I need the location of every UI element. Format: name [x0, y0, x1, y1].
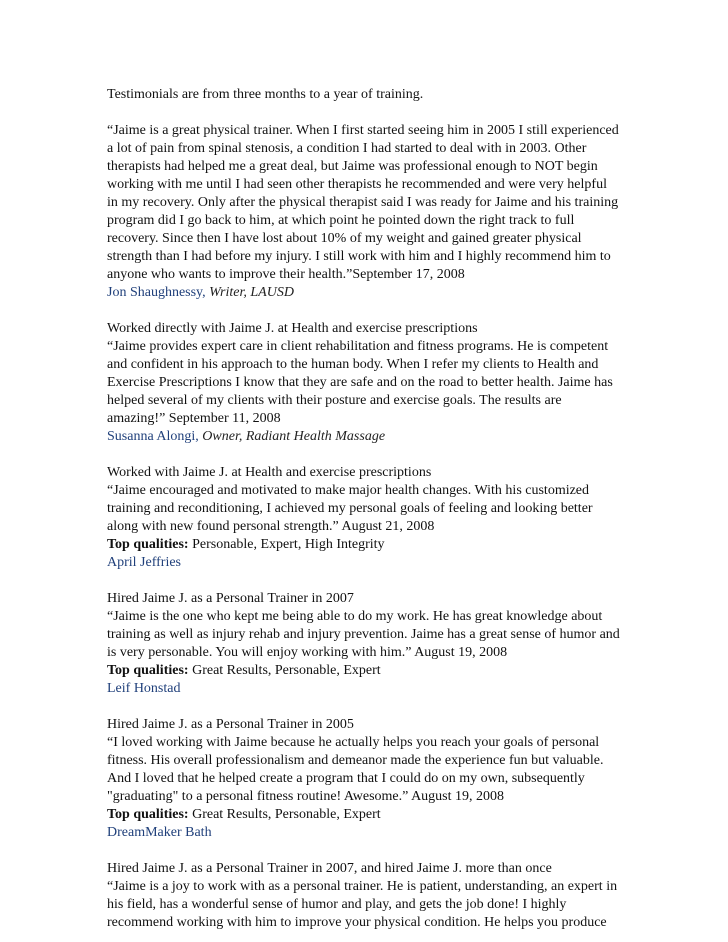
quote-line: fitness. His overall professionalism and demeanor made the experience fun but valuable.	[107, 753, 604, 768]
testimonial-quote	[107, 608, 630, 662]
author-name[interactable]: Leif Honstad	[107, 681, 181, 696]
testimonial-author	[107, 680, 630, 698]
quote-line: helped several of my clients with their posture and exercise goals. The results are	[107, 393, 562, 408]
testimonial-author	[107, 428, 630, 446]
quote-line: his field, has a wonderful sense of humor and play, and gets the job done! I highly	[107, 897, 567, 912]
qualities-label: Top qualities:	[107, 807, 189, 822]
quote-line: “Jaime is a great physical trainer. When I first started seeing him in 2005 I still experienced	[107, 123, 619, 138]
testimonial-quote	[107, 482, 630, 536]
author-name[interactable]: Susanna Alongi,	[107, 429, 199, 444]
top-qualities	[107, 536, 630, 554]
testimonial-heading: Hired Jaime J. as a Personal Trainer in 2007, and hired Jaime J. more than once	[107, 861, 552, 876]
quote-line: “Jaime is the one who kept me being able to do my work. He has great knowledge about	[107, 609, 603, 624]
qualities-list: Great Results, Personable, Expert	[188, 807, 381, 822]
quote-line: “Jaime provides expert care in client rehabilitation and fitness programs. He is competent	[107, 339, 609, 354]
testimonial	[107, 590, 630, 698]
quote-line: working with me until I had seen other therapists he recommended and were very helpful	[107, 177, 607, 192]
testimonial	[107, 716, 630, 842]
quote-line: along with new found personal strength.” August 21, 2008	[107, 519, 435, 534]
testimonial-author	[107, 824, 630, 842]
quote-line: a lot of pain from spinal stenosis, a condition I had started to deal with in 2003. Other	[107, 141, 587, 156]
testimonial	[107, 860, 630, 932]
quote-line: recommend working with him to improve your physical condition. He helps you produce	[107, 915, 607, 930]
quote-line: anyone who wants to improve their health.”September 17, 2008	[107, 267, 465, 282]
quote-line: “Jaime is a joy to work with as a personal trainer. He is patient, understanding, an expert in	[107, 879, 618, 894]
quote-line: strength than I had before my injury. I still work with him and I highly recommend him to	[107, 249, 611, 264]
qualities-label: Top qualities:	[107, 537, 189, 552]
intro-text: Testimonials are from three months to a year of training.	[107, 87, 424, 102]
top-qualities	[107, 662, 630, 680]
testimonial-quote	[107, 878, 630, 932]
testimonial-quote	[107, 338, 630, 428]
testimonial-quote	[107, 122, 630, 284]
testimonial-heading: Worked directly with Jaime J. at Health and exercise prescriptions	[107, 321, 478, 336]
testimonial	[107, 122, 630, 302]
quote-line: in my recovery. Only after the physical therapist said I was ready for Jaime and his training	[107, 195, 619, 210]
qualities-label: Top qualities:	[107, 663, 189, 678]
testimonial	[107, 320, 630, 446]
quote-line: is very personable. You will enjoy working with him.” August 19, 2008	[107, 645, 508, 660]
quote-line: And I loved that he helped create a program that I could do on my own, subsequently	[107, 771, 585, 786]
quote-line: program did I go back to him, at which point he pointed down the right track to full	[107, 213, 575, 228]
quote-line: amazing!” September 11, 2008	[107, 411, 281, 426]
quote-line: training as well as injury rehab and injury prevention. Jaime has a great sense of humor and	[107, 627, 620, 642]
testimonial	[107, 464, 630, 572]
quote-line: Exercise Prescriptions I know that they are safe and on the road to better health. Jaime has	[107, 375, 613, 390]
author-name[interactable]: Jon Shaughnessy,	[107, 285, 206, 300]
quote-line: “I loved working with Jaime because he actually helps you reach your goals of personal	[107, 735, 600, 750]
top-qualities	[107, 806, 630, 824]
author-role: Writer, LAUSD	[205, 285, 294, 300]
testimonial-author	[107, 554, 630, 572]
quote-line: and confident in his approach to the human body. When I refer my clients to Health and	[107, 357, 599, 372]
quote-line: “Jaime encouraged and motivated to make major health changes. With his customized	[107, 483, 590, 498]
testimonial-author	[107, 284, 630, 302]
testimonial-heading: Worked with Jaime J. at Health and exercise prescriptions	[107, 465, 432, 480]
author-name[interactable]: DreamMaker Bath	[107, 825, 212, 840]
quote-line: therapists had helped me a great deal, but Jaime was professional enough to NOT begin	[107, 159, 598, 174]
author-role: Owner, Radiant Health Massage	[198, 429, 386, 444]
qualities-list: Great Results, Personable, Expert	[188, 663, 381, 678]
testimonial-quote	[107, 734, 630, 806]
qualities-list: Personable, Expert, High Integrity	[188, 537, 385, 552]
author-name[interactable]: April Jeffries	[107, 555, 181, 570]
testimonial-heading: Hired Jaime J. as a Personal Trainer in 2007	[107, 591, 354, 606]
quote-line: training and reconditioning, I achieved my personal goals of feeling and looking better	[107, 501, 593, 516]
quote-line: recovery. Since then I have lost about 10% of my weight and gained greater physical	[107, 231, 582, 246]
quote-line: "graduating" to a personal fitness routine! Awesome.” August 19, 2008	[107, 789, 505, 804]
testimonial-heading: Hired Jaime J. as a Personal Trainer in 2005	[107, 717, 354, 732]
